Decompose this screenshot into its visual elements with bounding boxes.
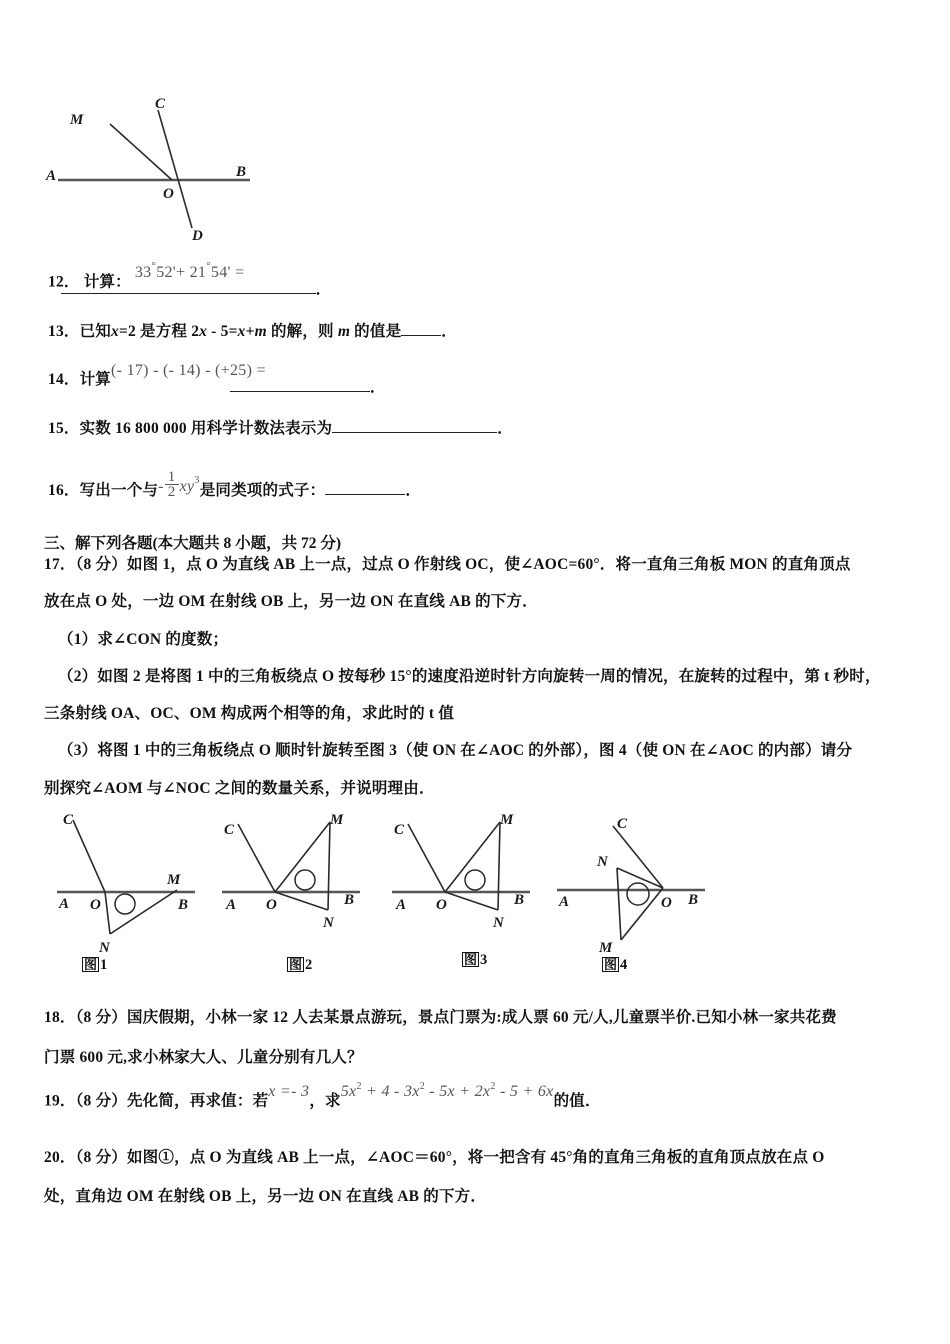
label-C: C xyxy=(617,816,628,832)
question-16-number: 16． xyxy=(48,481,80,499)
fig-4-caption: 图 4 xyxy=(604,957,628,973)
question-13-var-x3: x xyxy=(237,323,246,341)
question-19-text-a: （8 分）先化简，再求值：若 xyxy=(75,1092,269,1110)
question-16-answer-blank[interactable] xyxy=(325,481,405,495)
label-C: C xyxy=(63,812,74,828)
label-O: O xyxy=(163,186,174,202)
fig-1-caption: 图 1 xyxy=(84,957,108,973)
fig-2 xyxy=(220,812,380,957)
question-16 xyxy=(48,469,422,506)
fraction-one-half: $\frac{1}{2}$ xyxy=(165,470,179,500)
question-14-label: 计算 xyxy=(79,371,112,389)
question-19-condition: x =- 3 xyxy=(268,1083,310,1101)
question-13-text-b: =2 是方程 2 xyxy=(118,323,200,341)
question-16-period: ． xyxy=(405,481,422,499)
fig-3 xyxy=(390,812,550,957)
question-17-line-2: 放在点 O 处，一边 OM 在射线 OB 上，另一边 ON 在直线 AB 的下方． xyxy=(44,593,538,610)
top-angle-diagram xyxy=(40,88,270,248)
label-B: B xyxy=(236,164,247,180)
question-17-sub-2-line-2: 三条射线 OA、OC、OM 构成两个相等的角，求此时的 t 值 xyxy=(44,705,455,722)
label-B: B xyxy=(514,892,525,908)
label-M: M xyxy=(330,812,344,828)
question-15-period: ． xyxy=(497,420,513,438)
label-A: A xyxy=(559,894,570,910)
label-M: M xyxy=(599,940,613,956)
question-17-sub-2-line-1: （2）如图 2 是将图 1 中的三角板绕点 O 按每秒 15°的速度沿逆时针方向旋转一周的情况，在旋转的过程中，第 t 秒时， xyxy=(58,668,881,685)
question-13-period: ． xyxy=(441,323,457,341)
question-13-var-x2: x xyxy=(199,323,208,341)
question-14-expression: (- 17) - (- 14) - (+25) = xyxy=(111,362,266,380)
question-18-line-1 xyxy=(44,1010,837,1026)
question-13-text-d: + xyxy=(245,323,255,341)
question-13-text-e: 的解，则 xyxy=(266,323,338,341)
fig-4 xyxy=(555,812,725,957)
question-19 xyxy=(44,1081,601,1110)
question-13-number: 13． xyxy=(48,323,80,341)
question-14-period: ． xyxy=(369,379,386,397)
question-13-var-m2: m xyxy=(337,323,351,341)
label-O: O xyxy=(90,897,101,913)
question-13-var-x: x xyxy=(111,323,119,341)
question-20-number: 20． xyxy=(44,1149,76,1166)
question-20-line-1 xyxy=(44,1150,825,1166)
question-18-number: 18． xyxy=(44,1009,76,1026)
question-15-text: 实数 16 800 000 用科学计数法表示为 xyxy=(79,420,333,438)
label-A: A xyxy=(226,897,237,913)
question-19-expression: $5x^2 + 4 - 3x^2 - 5x + 2x^2 - 5 + 6x$ xyxy=(340,1081,554,1101)
label-A: A xyxy=(59,896,70,912)
question-19-text-b: ，求 xyxy=(309,1092,341,1110)
label-N: N xyxy=(493,915,504,931)
question-16-expression: - $\frac{1}{2}$ $xy^3$ xyxy=(158,469,200,501)
question-13 xyxy=(48,322,457,340)
question-16-text-b: 是同类项的式子： xyxy=(199,481,326,499)
question-14 xyxy=(48,362,386,397)
question-17-sub-1: （1）求∠CON 的度数； xyxy=(58,631,229,648)
question-15-number: 15． xyxy=(48,420,80,438)
question-13-text-a: 已知 xyxy=(79,323,112,341)
label-B: B xyxy=(688,892,699,908)
label-D: D xyxy=(192,228,203,244)
label-O: O xyxy=(436,897,447,913)
question-12-number: 12． xyxy=(48,273,80,291)
label-N: N xyxy=(597,854,608,870)
label-O: O xyxy=(266,897,277,913)
question-14-answer-blank[interactable] xyxy=(230,378,370,392)
question-18-line-2: 门票 600 元,求小林家大人、儿童分别有几人？ xyxy=(44,1049,363,1066)
question-20-line-2: 处，直角边 OM 在射线 OB 上，另一边 ON 在直线 AB 的下方． xyxy=(44,1188,487,1205)
question-13-text-f: 的值是 xyxy=(350,323,402,341)
label-M: M xyxy=(500,812,514,828)
label-N: N xyxy=(99,940,110,956)
label-M: M xyxy=(70,112,84,128)
label-M: M xyxy=(167,872,181,888)
question-17-sub-3-line-2: 别探究∠AOM 与∠NOC 之间的数量关系，并说明理由． xyxy=(44,780,435,797)
question-17-sub-3-line-1: （3）将图 1 中的三角板绕点 O 顺时针旋转至图 3（使 ON 在∠AOC 的外部），图 4（使 ON 在∠AOC 的内部）请分 xyxy=(58,742,853,759)
question-19-number: 19． xyxy=(44,1092,76,1110)
question-13-answer-blank[interactable] xyxy=(401,322,441,336)
question-17-number: 17． xyxy=(44,556,76,573)
question-12-period: ． xyxy=(315,281,332,299)
label-C: C xyxy=(155,96,166,112)
fig-2-caption: 图 2 xyxy=(289,957,313,973)
question-12 xyxy=(48,260,332,299)
question-15 xyxy=(48,419,513,437)
label-C: C xyxy=(224,822,235,838)
question-13-text-c: - 5= xyxy=(207,323,238,341)
label-A: A xyxy=(46,168,57,184)
question-12-label: 计算： xyxy=(83,273,131,291)
fig-1 xyxy=(55,812,205,957)
question-20-text-line1: （8 分）如图①，点 O 为直线 AB 上一点，∠AOC＝60°，将一把含有 45°角的直角三角板的直角顶点放在点 O xyxy=(75,1149,825,1166)
label-B: B xyxy=(178,897,189,913)
question-12-answer-blank[interactable] xyxy=(61,280,316,294)
question-18-text-line1: （8 分）国庆假期，小林一家 12 人去某景点游玩，景点门票为:成人票 60 元/人,儿童票半价.已知小林一家共花费 xyxy=(75,1009,837,1026)
question-15-answer-blank[interactable] xyxy=(332,419,497,433)
question-17-line-1 xyxy=(44,557,851,573)
label-O: O xyxy=(661,895,672,911)
label-C: C xyxy=(394,822,405,838)
question-16-text-a: 写出一个与 xyxy=(79,481,159,499)
question-12-expression: 33°52'+ 21°54' = xyxy=(134,260,245,282)
question-14-number: 14． xyxy=(48,371,80,389)
question-17-text-line1: （8 分）如图 1，点 O 为直线 AB 上一点，过点 O 作射线 OC，使∠AOC=60°．将一直角三角板 MON 的直角顶点 xyxy=(75,556,851,573)
fig-3-caption: 图 3 xyxy=(464,952,488,968)
label-B: B xyxy=(344,892,355,908)
section-3-heading: 三、解下列各题(本大题共 8 小题，共 72 分) xyxy=(44,535,342,552)
label-A: A xyxy=(396,897,407,913)
label-N: N xyxy=(323,915,334,931)
question-13-var-m: m xyxy=(254,323,267,341)
question-19-text-c: 的值． xyxy=(553,1092,601,1110)
